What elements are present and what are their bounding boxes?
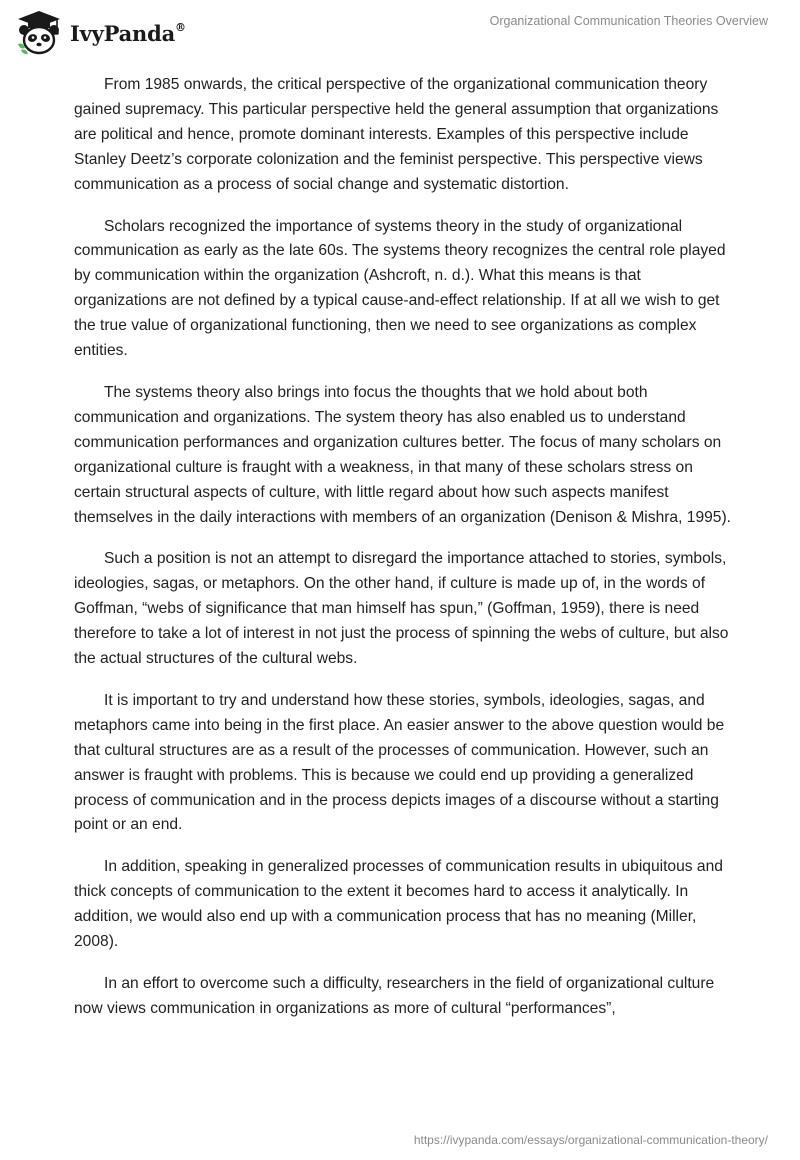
panda-graduate-icon: [14, 8, 64, 58]
paragraph-5: It is important to try and understand how these stories, symbols, ideologies, sagas, and metaphors came into being in the first place. An easier answer to the above question would be that cultural structures are as a result of the processes of communication. However, such an answer is fraught with problems. This is because we could end up providing a generalized process of communication and in the process depicts images of a discourse without a starting point or an end.: [74, 691, 725, 834]
paragraph-2: Scholars recognized the importance of systems theory in the study of organizational communication as early as the late 60s. The systems theory recognizes the central role played by communication within the organization (Ashcroft, n. d.). What this means is that organizations are not defined by a typical cause-and-effect relationship. If at all we wish to get the true value of organizational functioning, then we need to see organizations as complex entities.: [74, 217, 726, 360]
source-url[interactable]: https://ivypanda.com/essays/organizational-communication-theory/: [413, 1133, 768, 1147]
page-header: [0, 0, 800, 70]
paragraph-7: In an effort to overcome such a difficulty, researchers in the field of organizational culture now views communication in organizations as more of cultural “performances”,: [74, 975, 715, 1017]
paragraph-1: From 1985 onwards, the critical perspective of the organizational communication theory gained supremacy. This particular perspective held the general assumption that organizations are political and hence, promote dominant interests. Examples of this perspective include Stanley Deetz’s corporate colonization and the feminist perspective. This perspective views communication as a process of social change and systematic distortion.: [74, 76, 719, 193]
ivypanda-logo[interactable]: [14, 8, 186, 58]
paragraph-6: In addition, speaking in generalized processes of communication results in ubiquitous and thick concepts of communication to the extent it becomes hard to access it analytically. In addition, we would also end up with a communication process that has no meaning (Miller, 2008).: [74, 858, 723, 951]
essay-body: [74, 73, 734, 1039]
brand-label: IvyPanda: [70, 20, 176, 46]
paragraph-4: Such a position is not an attempt to disregard the importance attached to stories, symbols, ideologies, sagas, or metaphors. On the other hand, if culture is made up of, in the words of Goffman, “webs of significance that man himself has spun,” (Goffman, 1959), there is need therefore to take a lot of interest in not just the process of spinning the webs of culture, but also the actual structures of the cultural webs.: [74, 550, 729, 668]
document-title: Organizational Communication Theories Overview: [489, 14, 768, 28]
brand-name: [70, 21, 186, 46]
paragraph-3: The systems theory also brings into focus the thoughts that we hold about both communication and organizations. The system theory has also enabled us to understand communication performances and organization cultures better. The focus of many scholars on organizational culture is fraught with a weakness, in that many of these scholars stress on certain structural aspects of culture, with little regard about how such aspects manifest themselves in the daily interactions with members of an organization (Denison & Mishra, 1995).: [74, 383, 731, 526]
registered-mark: ®: [175, 20, 186, 34]
